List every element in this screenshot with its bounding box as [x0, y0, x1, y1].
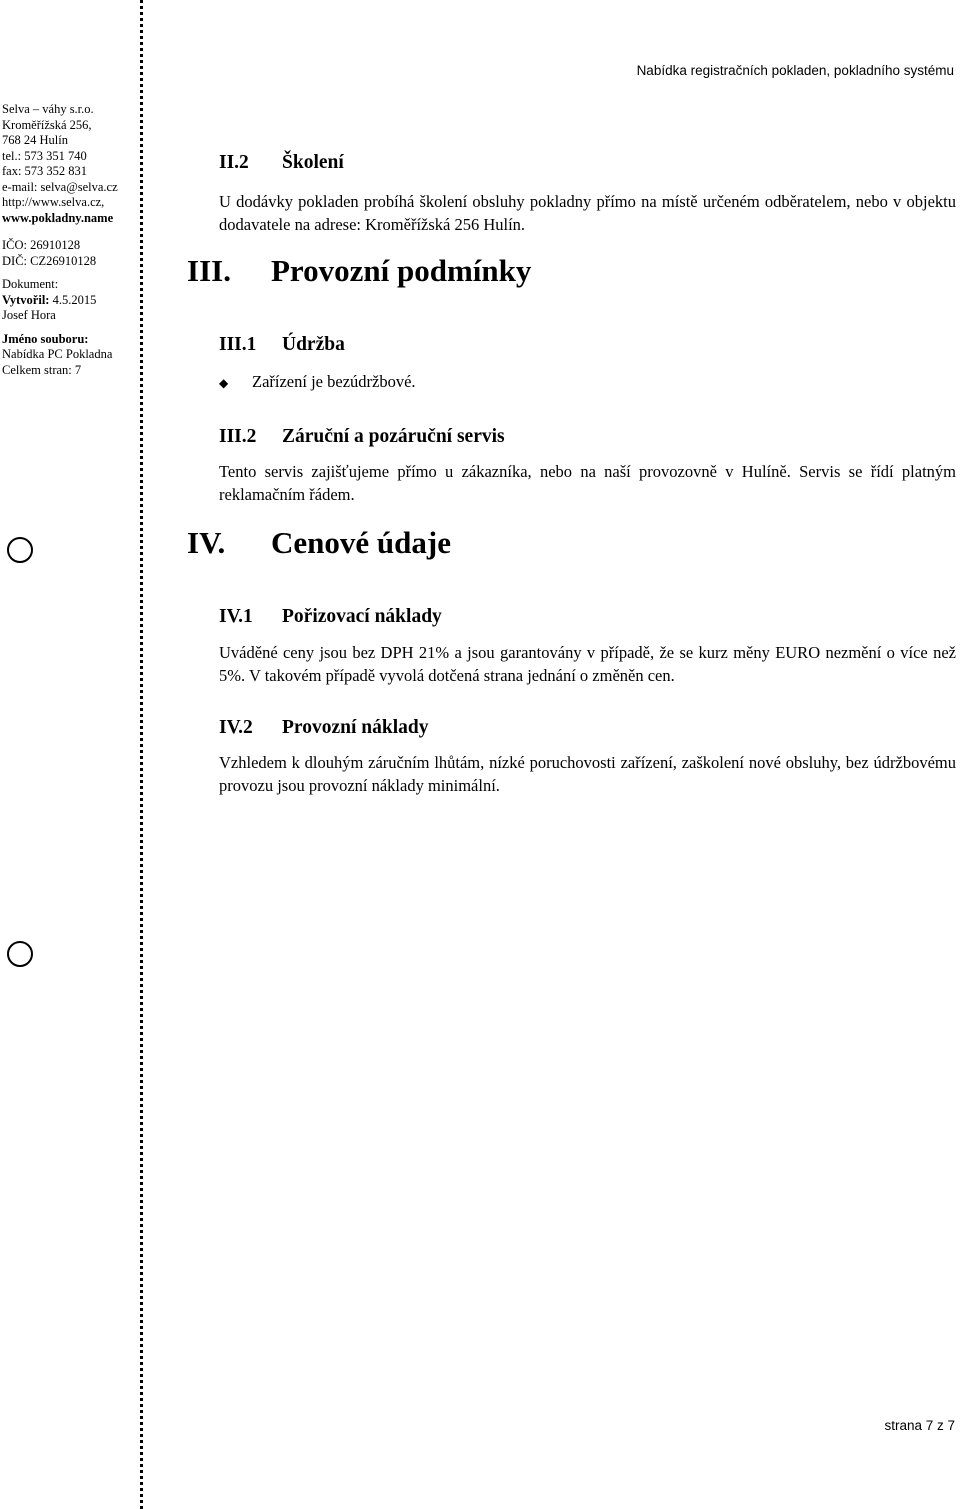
sidebar-company-info: [2, 102, 138, 378]
section-text-2-2: U dodávky pokladen probíhá školení obsluhy pokladny přímo na místě určeném odběratelem, nebo v objektu dodavatele na adrese: Kroměřížská 256 Hulín.: [219, 192, 956, 234]
company-tel: tel.: 573 351 740: [2, 148, 87, 163]
section-heading-4: IV. Cenové údaje: [187, 525, 451, 560]
company-ico: IČO: 26910128: [2, 238, 81, 252]
filename: Nabídka PC Pokladna: [2, 347, 113, 361]
company-dic: DIČ: CZ26910128: [2, 253, 97, 268]
company-city: 768 24 Hulín: [2, 133, 68, 147]
page-header: Nabídka registračních pokladen, pokladního systému: [636, 63, 954, 78]
company-web-secondary: www.pokladny.name: [2, 210, 114, 225]
page-number: strana 7 z 7: [884, 1418, 955, 1433]
section-heading-3-2: III.2 Záruční a pozáruční servis: [219, 426, 505, 447]
binder-hole-top: [7, 537, 33, 563]
author-name: Josef Hora: [2, 308, 56, 322]
binder-hole-bottom: [7, 941, 33, 967]
created-by: Vytvořil: 4.5.2015: [2, 292, 97, 307]
section-text-3-2: Tento servis zajišťujeme přímo u zákazníka, nebo na naší provozovně v Hulíně. Servis se řídí platným reklamačním řádem.: [219, 462, 956, 504]
bullet-item: ◆ Zařízení je bezúdržbové.: [219, 372, 416, 391]
section-heading-2-2: II.2 Školení: [219, 152, 344, 173]
company-web: http://www.selva.cz,: [2, 195, 105, 209]
margin-dotted-line: [140, 0, 143, 1509]
section-heading-4-1: IV.1 Pořizovací náklady: [219, 606, 442, 627]
section-heading-3-1: III.1 Údržba: [219, 334, 345, 355]
company-street: Kroměřížská 256,: [2, 117, 92, 132]
document-label: Dokument:: [2, 277, 59, 291]
diamond-bullet-icon: ◆: [219, 376, 229, 390]
section-text-4-2: Vzhledem k dlouhým záručním lhůtám, nízké poruchovosti zařízení, zaškolení nové obsluhy, bez údržbovému provozu jsou provozní náklady minimální.: [219, 753, 956, 795]
section-heading-4-2: IV.2 Provozní náklady: [219, 717, 429, 738]
section-text-4-1: Uváděné ceny jsou bez DPH 21% a jsou garantovány v případě, že se kurz měny EURO nezmění o více než 5%. V takovém případě vyvolá dotčená strana jednání o změněn cen.: [219, 643, 956, 685]
section-heading-3: III. Provozní podmínky: [187, 253, 532, 288]
company-email: e-mail: selva@selva.cz: [2, 179, 118, 194]
filename-label: Jméno souboru:: [2, 331, 89, 346]
page-count: Celkem stran: 7: [2, 362, 82, 377]
company-fax: fax: 573 352 831: [2, 164, 88, 178]
company-name: Selva – váhy s.r.o.: [2, 102, 94, 116]
